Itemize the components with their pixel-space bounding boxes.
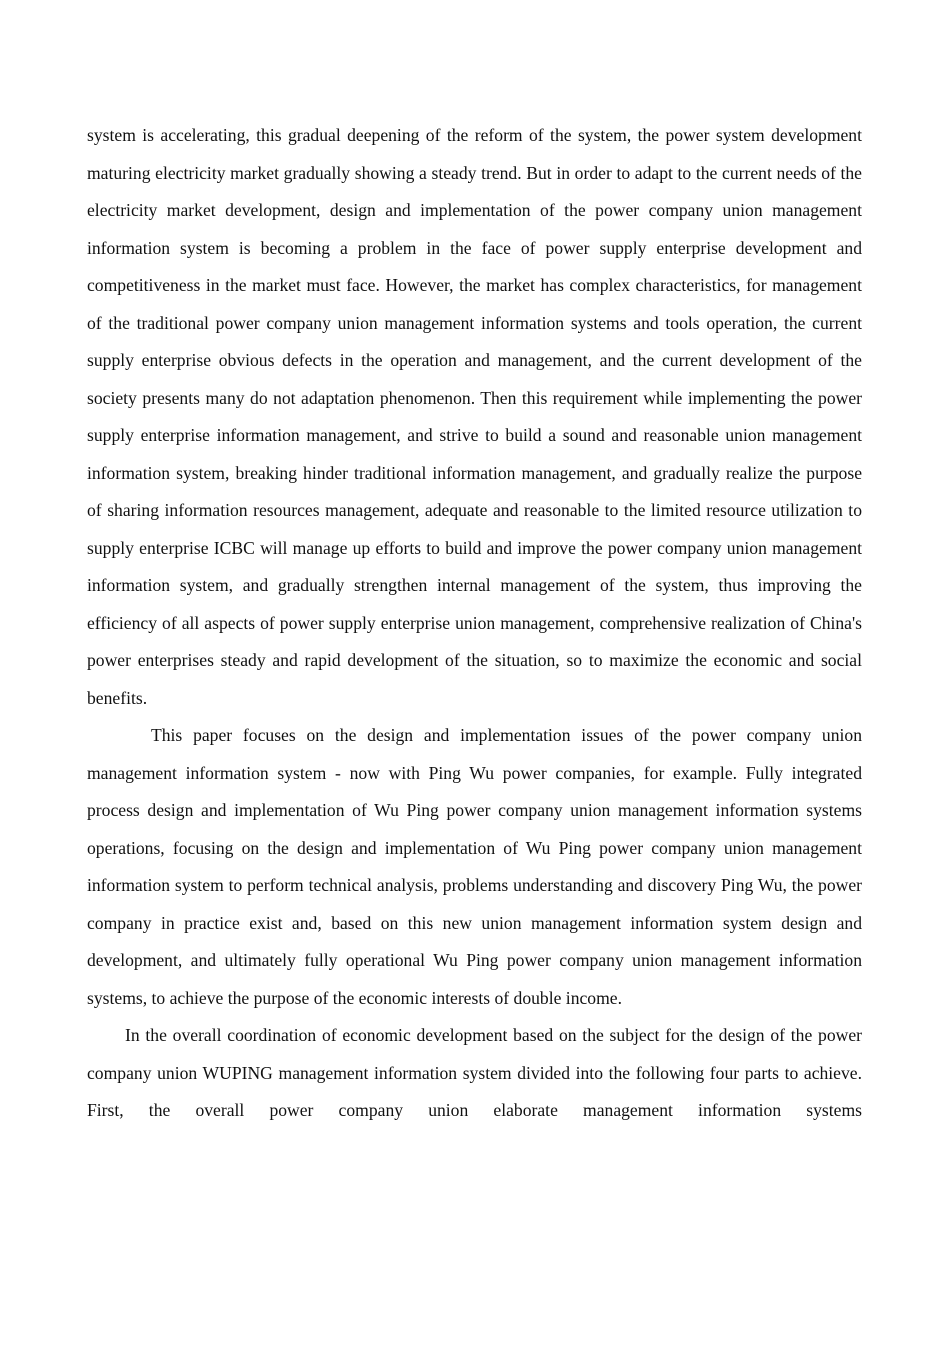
paragraph-2: This paper focuses on the design and implementation issues of the power company union management information system - now with Ping Wu power companies, for example. Fully integrated process design and implementation of Wu Ping power company union management information systems operations, focusing on the design and implementation of Wu Ping power company union management information system to perform technical analysis, problems understanding and discovery Ping Wu, the power company in practice exist and, based on this new union management information system design and development, and ultimately fully operational Wu Ping power company union management information systems, to achieve the purpose of the economic interests of double income. xyxy=(87,725,862,1008)
paragraph-3: In the overall coordination of economic development based on the subject for the design of the power company union WUPING management information system divided into the following four parts to achieve. First, the overall power company union elaborate management information systems xyxy=(87,1025,862,1120)
paragraph-1: system is accelerating, this gradual deepening of the reform of the system, the power system development maturing electricity market gradually showing a steady trend. But in order to adapt to the current needs of the electricity market development, design and implementation of the power company union management information system is becoming a problem in the face of power supply enterprise development and competitiveness in the market must face. However, the market has complex characteristics, for management of the traditional power company union management information systems and tools operation, the current supply enterprise obvious defects in the operation and management, and the current development of the society presents many do not adaptation phenomenon. Then this requirement while implementing the power supply enterprise information management, and strive to build a sound and reasonable union management information system, breaking hinder traditional information management, and gradually realize the purpose of sharing information resources management, adequate and reasonable to the limited resource utilization to supply enterprise ICBC will manage up efforts to build and improve the power company union management information system, and gradually strengthen internal management of the system, thus improving the efficiency of all aspects of power supply enterprise union management, comprehensive realization of China's power enterprises steady and rapid development of the situation, so to maximize the economic and social benefits. xyxy=(87,125,862,708)
body-text xyxy=(87,117,862,1130)
